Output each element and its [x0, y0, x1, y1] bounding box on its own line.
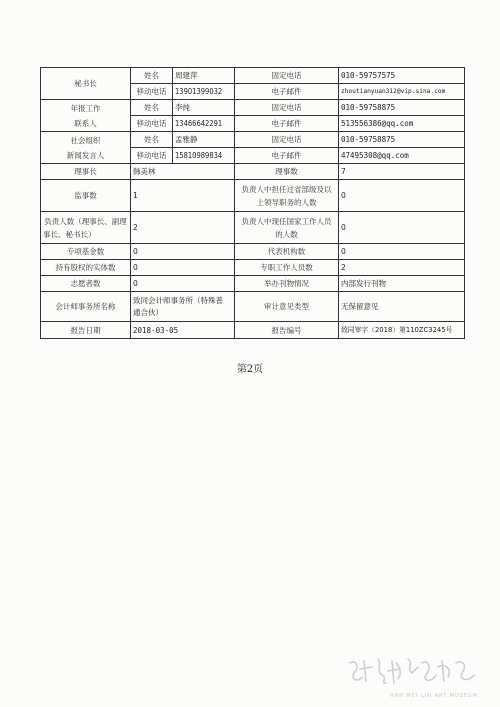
- spokesperson-label: [41, 132, 131, 164]
- publication-value: 内部发行刊物: [339, 276, 465, 292]
- secretary-email: zhoutianyuan312@vip.sina.com: [339, 84, 465, 100]
- accounting-firm-label: 会计师事务所名称: [41, 292, 131, 322]
- volunteer-label: 志愿者数: [41, 276, 131, 292]
- chairman-value: 韩美林: [131, 164, 235, 180]
- special-fund-value: 0: [131, 244, 235, 260]
- rep-office-label: 代表机构数: [235, 244, 339, 260]
- contact-name: 李纯: [173, 100, 235, 116]
- phone-label: 固定电话: [235, 132, 339, 148]
- civil-servant-label: [235, 212, 339, 244]
- contact-email: 513556386@qq.com: [339, 116, 465, 132]
- museum-logo-watermark: [342, 653, 482, 697]
- report-contact-label-line1: 年报工作: [70, 103, 101, 113]
- report-date-label: 报告日期: [41, 322, 131, 339]
- supervisor-count-label: 监事数: [41, 180, 131, 212]
- special-fund-label: 专项基金数: [41, 244, 131, 260]
- publication-label: 举办刊物情况: [235, 276, 339, 292]
- accounting-firm-value: [131, 292, 235, 322]
- equity-entity-label: 持有股权的实体数: [41, 260, 131, 276]
- secretary-name: 周建萍: [173, 68, 235, 84]
- report-contact-label: [41, 100, 131, 132]
- report-number-label: 报告编号: [235, 322, 339, 339]
- mobile-label: 移动电话: [131, 84, 173, 100]
- provincial-leader-value: 0: [339, 180, 465, 212]
- spokesperson-name: 孟雅静: [173, 132, 235, 148]
- provincial-leader-label-line2: 上领导职务的人数: [256, 197, 317, 207]
- director-count-value: 7: [339, 164, 465, 180]
- spokesperson-label-line2: 新闻发言人: [66, 150, 105, 160]
- supervisor-count-value: 1: [131, 180, 235, 212]
- page-number: 第2页: [236, 364, 264, 375]
- name-label: 姓名: [131, 132, 173, 148]
- accounting-firm-line2: 通合伙）: [133, 308, 163, 317]
- audit-opinion-label: 审计意见类型: [235, 292, 339, 322]
- report-number-value: 致同审字（2018）第110ZC3245号: [339, 322, 465, 339]
- report-date-value: 2018-03-05: [131, 322, 235, 339]
- leader-count-label-line1: 负责人数（理事长、副理: [44, 216, 127, 226]
- accounting-firm-line1: 致同会计师事务所（特殊普: [133, 296, 223, 305]
- civil-servant-label-line1: 负责人中现任国家工作人员: [241, 216, 332, 226]
- audit-opinion-value: 无保留意见: [339, 292, 465, 322]
- spokesperson-mobile: 15810989834: [173, 148, 235, 164]
- contact-mobile: 13466642291: [173, 116, 235, 132]
- civil-servant-value: 0: [339, 212, 465, 244]
- contact-phone: 010-59758875: [339, 100, 465, 116]
- mobile-label: 移动电话: [131, 116, 173, 132]
- email-label: 电子邮件: [235, 148, 339, 164]
- phone-label: 固定电话: [235, 100, 339, 116]
- spokesperson-label-line1: 社会组织: [70, 135, 101, 145]
- secretary-general-label: 秘书长: [41, 68, 131, 100]
- fulltime-staff-label: 专职工作人员数: [235, 260, 339, 276]
- rep-office-value: 0: [339, 244, 465, 260]
- spokesperson-email: 47495308@qq.com: [339, 148, 465, 164]
- annual-report-table: [40, 67, 465, 339]
- name-label: 姓名: [131, 68, 173, 84]
- leader-count-label: [41, 212, 131, 244]
- fulltime-staff-value: 2: [339, 260, 465, 276]
- leader-count-label-line2: 事长、秘书长）: [43, 229, 96, 239]
- leader-count-value: 2: [131, 212, 235, 244]
- civil-servant-label-line2: 的人数: [275, 229, 298, 239]
- mobile-label: 移动电话: [131, 148, 173, 164]
- spokesperson-phone: 010-59758875: [339, 132, 465, 148]
- museum-logo-text: HAN MEI LIN ART MUSEUM: [389, 693, 478, 699]
- volunteer-value: 0: [131, 276, 235, 292]
- secretary-phone: 010-59757575: [339, 68, 465, 84]
- equity-entity-value: 0: [131, 260, 235, 276]
- email-label: 电子邮件: [235, 116, 339, 132]
- director-count-label: 理事数: [235, 164, 339, 180]
- secretary-mobile: 13901399032: [173, 84, 235, 100]
- report-contact-label-line2: 联系人: [74, 118, 97, 128]
- provincial-leader-label: [235, 180, 339, 212]
- provincial-leader-label-line1: 负责人中担任过省部级及以: [241, 184, 332, 194]
- email-label: 电子邮件: [235, 84, 339, 100]
- phone-label: 固定电话: [235, 68, 339, 84]
- chairman-label: 理事长: [41, 164, 131, 180]
- name-label: 姓名: [131, 100, 173, 116]
